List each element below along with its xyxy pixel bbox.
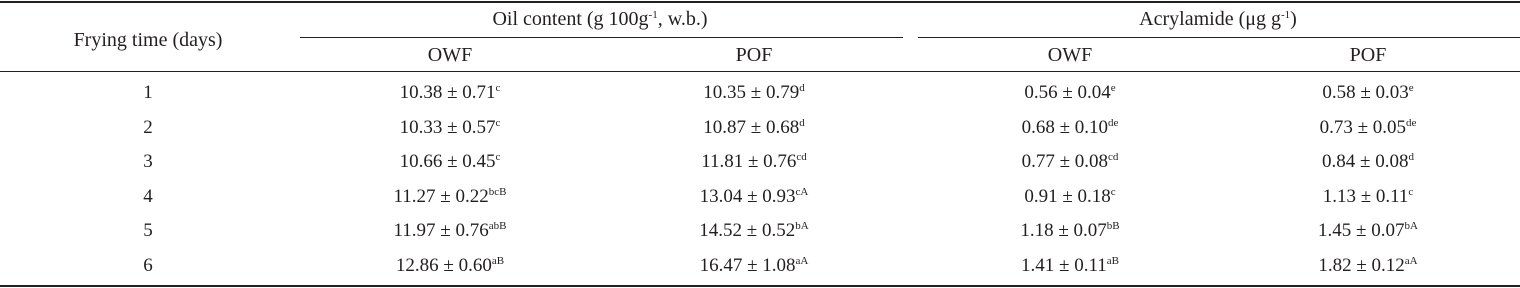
cell-value: 1.13 ± 0.11 — [1322, 185, 1409, 207]
significance-letters: d — [799, 116, 805, 129]
significance-letters: abB — [488, 220, 507, 233]
significance-letters: c — [495, 82, 501, 95]
table-cell — [1021, 255, 1119, 277]
cell-value: 0.77 ± 0.08 — [1021, 151, 1109, 173]
table-cell — [703, 82, 804, 104]
header-frying-time: Frying time (days) — [73, 29, 223, 51]
subheader-acrylamide-owf: OWF — [1047, 44, 1093, 66]
significance-letters: bA — [1404, 220, 1418, 233]
table-cell — [701, 151, 807, 173]
table-cell — [1322, 82, 1413, 104]
table-cell — [700, 255, 809, 277]
cell-value: 14.52 ± 0.52 — [699, 220, 796, 242]
significance-letters: cA — [795, 185, 809, 198]
table-cell — [400, 117, 501, 139]
row-day-label: 3 — [143, 151, 153, 173]
table-cell — [1322, 151, 1414, 173]
cell-value: 10.66 ± 0.45 — [399, 151, 496, 173]
table-cell — [1323, 186, 1414, 208]
subheader-oil-owf: OWF — [427, 44, 473, 66]
table-cell — [394, 186, 507, 208]
cell-value: 16.47 ± 1.08 — [699, 255, 796, 276]
significance-letters: e — [1408, 82, 1414, 95]
cell-value: 0.84 ± 0.08 — [1322, 151, 1409, 173]
significance-letters: de — [1406, 116, 1417, 129]
cell-value: 0.91 ± 0.18 — [1024, 185, 1111, 207]
significance-letters: bA — [795, 220, 809, 233]
significance-letters: c — [495, 151, 501, 164]
significance-letters: c — [495, 116, 501, 129]
significance-letters: c — [1408, 185, 1414, 198]
table-cell — [1020, 220, 1119, 242]
cell-value: 11.27 ± 0.22 — [393, 185, 489, 207]
header-bottom-rule — [0, 71, 1520, 72]
table-cell — [700, 186, 809, 208]
cell-value: 10.35 ± 0.79 — [703, 82, 800, 103]
cell-value: 1.18 ± 0.07 — [1020, 220, 1107, 242]
oil-group-underline — [300, 37, 903, 38]
table-cell — [394, 220, 507, 242]
header-oil-label: Oil content (g 100g — [492, 8, 649, 30]
significance-letters: aA — [795, 255, 809, 268]
row-day-label: 6 — [143, 255, 153, 276]
table-top-rule — [0, 1, 1520, 3]
row-day-label: 4 — [143, 185, 153, 207]
significance-letters: bcB — [488, 185, 507, 198]
table-cell — [400, 82, 501, 104]
significance-letters: d — [1408, 151, 1414, 164]
header-oil-content — [492, 8, 707, 30]
header-oil-unit-exponent: -1 — [648, 9, 658, 22]
significance-letters: d — [799, 82, 805, 95]
cell-value: 0.68 ± 0.10 — [1021, 116, 1109, 138]
significance-letters: aB — [491, 255, 505, 268]
cell-value: 0.56 ± 0.04 — [1024, 82, 1111, 103]
table-cell — [1318, 220, 1418, 242]
cell-value: 12.86 ± 0.60 — [395, 255, 492, 276]
significance-letters: e — [1110, 82, 1116, 95]
subheader-acrylamide-pof: POF — [1349, 44, 1387, 66]
table-cell — [396, 255, 504, 277]
cell-value: 1.45 ± 0.07 — [1318, 220, 1405, 242]
header-acrylamide — [1139, 8, 1297, 30]
significance-letters: cd — [1108, 151, 1119, 164]
subheader-oil-pof: POF — [735, 44, 773, 66]
table-cell — [400, 151, 501, 173]
cell-value: 10.87 ± 0.68 — [703, 116, 800, 138]
significance-letters: cd — [796, 151, 807, 164]
cell-value: 11.81 ± 0.76 — [701, 151, 797, 173]
significance-letters: bB — [1106, 220, 1120, 233]
acrylamide-group-underline — [918, 37, 1520, 38]
table-bottom-rule — [0, 285, 1520, 287]
row-day-label: 2 — [143, 116, 153, 138]
significance-letters: aB — [1106, 255, 1119, 268]
cell-value: 0.73 ± 0.05 — [1319, 116, 1407, 138]
table-cell — [1320, 117, 1417, 139]
table-cell — [703, 117, 804, 139]
cell-value: 10.33 ± 0.57 — [399, 116, 496, 138]
table-cell — [1024, 186, 1115, 208]
significance-letters: de — [1108, 116, 1119, 129]
header-acrylamide-label: Acrylamide (μg g — [1139, 8, 1281, 30]
cell-value: 1.41 ± 0.11 — [1021, 255, 1107, 276]
cell-value: 0.58 ± 0.03 — [1322, 82, 1409, 103]
header-acrylamide-label-tail: ) — [1290, 8, 1297, 30]
header-oil-label-tail: , w.b.) — [657, 8, 708, 30]
header-acrylamide-unit-exponent: -1 — [1280, 9, 1291, 22]
row-day-label: 1 — [143, 82, 153, 103]
table-cell — [1318, 255, 1417, 277]
cell-value: 10.38 ± 0.71 — [399, 82, 496, 103]
table-cell — [1022, 117, 1119, 139]
table-cell — [1024, 82, 1115, 104]
cell-value: 13.04 ± 0.93 — [699, 185, 796, 207]
significance-letters: aA — [1404, 255, 1418, 268]
table-cell — [1022, 151, 1119, 173]
significance-letters: c — [1110, 185, 1116, 198]
cell-value: 11.97 ± 0.76 — [393, 220, 489, 242]
row-day-label: 5 — [143, 220, 153, 242]
cell-value: 1.82 ± 0.12 — [1318, 255, 1405, 276]
table-cell — [699, 220, 808, 242]
